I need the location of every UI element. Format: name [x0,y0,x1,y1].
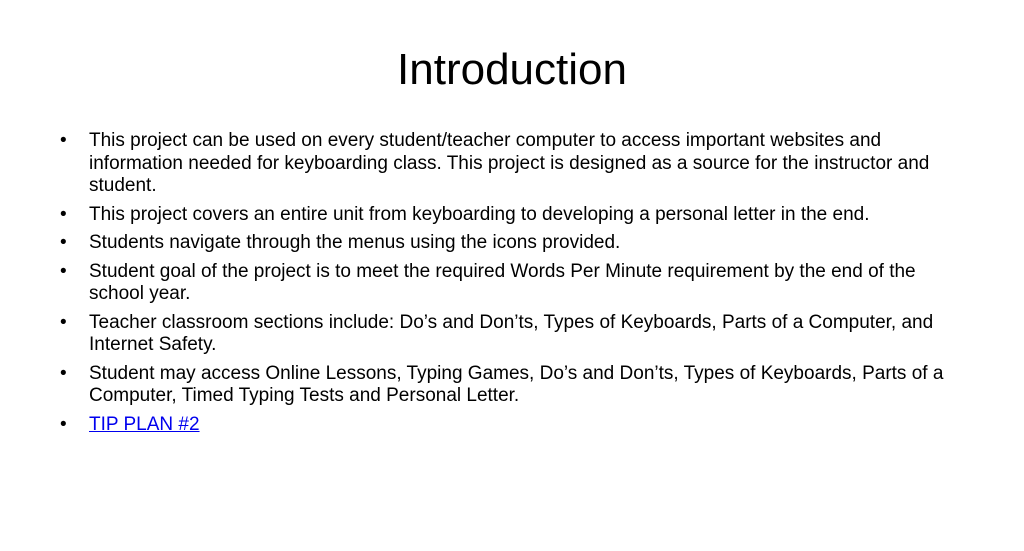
bullet-item [60,312,965,357]
bullet-text: This project covers an entire unit from keyboarding to developing a personal letter in the end. [89,203,870,225]
bullet-dot-icon: • [60,232,67,253]
bullet-list [60,130,965,442]
bullet-dot-icon: • [60,130,67,151]
bullet-dot-icon: • [60,260,67,282]
bullet-item [60,204,965,227]
bullet-text: Students navigate through the menus using the icons provided. [89,232,621,253]
bullet-text: Student may access Online Lessons, Typing Games, Do’s and Don’ts, Types of Keyboards, Parts of a Computer, Timed Typing Tests and Personal Letter. [89,362,944,406]
tip-plan-link[interactable]: TIP PLAN #2 [89,413,200,435]
bullet-item [60,130,965,198]
bullet-item-link [60,414,965,437]
bullet-text: Teacher classroom sections include: Do’s and Don’ts, Types of Keyboards, Parts of a Computer, and Internet Safety. [89,311,934,355]
bullet-dot-icon: • [60,362,67,384]
bullet-text: This project can be used on every student/teacher computer to access important websites and information needed for keyboarding class. This project is designed as a source for the instructor and student. [89,130,930,196]
bullet-dot-icon: • [60,311,67,333]
bullet-dot-icon: • [60,413,67,435]
bullet-item [60,261,965,306]
bullet-dot-icon: • [60,203,67,225]
bullet-text: Student goal of the project is to meet the required Words Per Minute requirement by the end of the school year. [89,260,916,304]
bullet-item [60,232,965,255]
slide-title: Introduction [397,45,627,94]
bullet-item [60,363,965,408]
